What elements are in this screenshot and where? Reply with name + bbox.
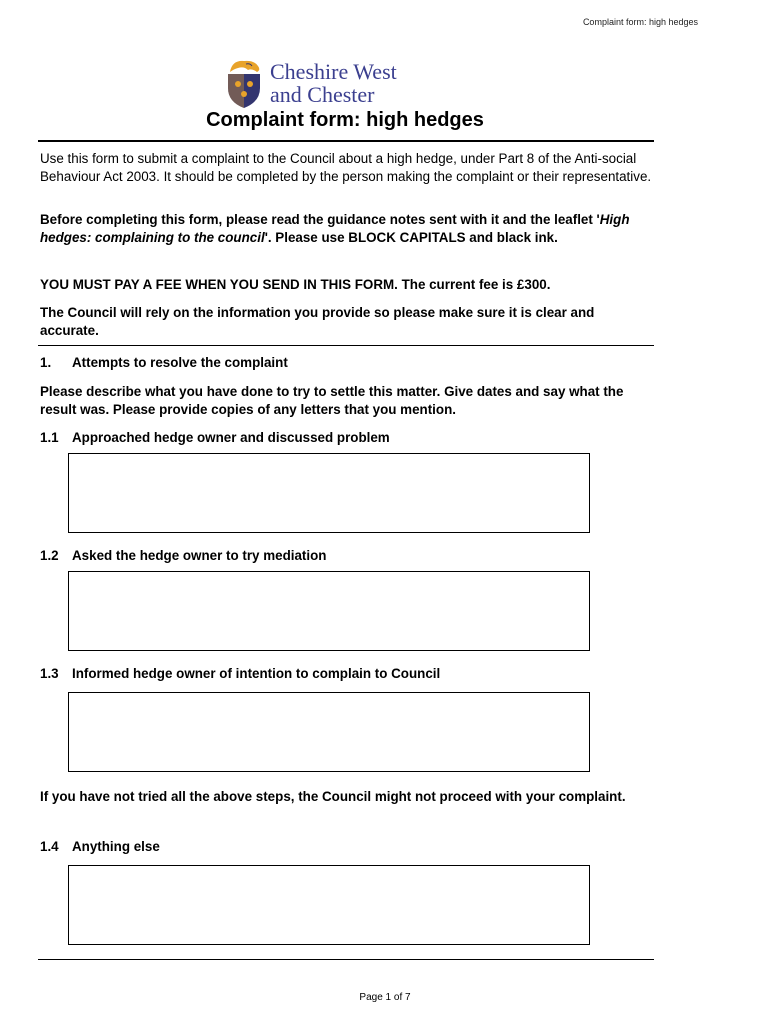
question-1-1-label: 1.1 Approached hedge owner and discussed problem [40,430,390,445]
title-divider [38,140,654,142]
council-crest-icon [224,58,264,110]
page-number: Page 1 of 7 [359,992,411,1003]
council-logo [224,58,434,110]
leaflet-title: High hedges: complaining to the council [40,212,630,245]
logo-line-2: and Chester [270,82,375,107]
intro-paragraph: Use this form to submit a complaint to the Council about a high hedge, under Part 8 of the Anti-social Behaviour Act 2003. It should be completed by the person making the complaint or their representative. [40,151,652,184]
question-1-2-label: 1.2 Asked the hedge owner to try mediation [40,548,327,563]
question-1-4-label: 1.4 Anything else [40,839,160,854]
guidance-paragraph [40,211,655,246]
answer-1-3-box[interactable] [68,692,590,772]
answer-1-4-box[interactable] [68,865,590,945]
section-1-number: 1. [40,355,52,370]
running-header: Complaint form: high hedges [582,17,698,27]
section-1-title: Attempts to resolve the complaint [72,355,288,370]
section-1-instructions: Please describe what you have done to try to settle this matter. Give dates and say what the result was. Please provide copies of any letters that you mention. [40,384,624,417]
answer-1-2-box[interactable] [68,571,590,651]
steps-warning: If you have not tried all the above steps, the Council might not proceed with your complaint. [40,789,626,804]
answer-1-1-box[interactable] [68,453,590,533]
accuracy-notice: The Council will rely on the information you provide so please make sure it is clear and accurate. [40,305,595,338]
logo-line-1: Cheshire West [270,59,397,84]
question-1-3-label: 1.3 Informed hedge owner of intention to complain to Council [40,666,441,681]
guidance-text-start: Before completing this form, please read the guidance notes sent with it and the leaflet ' [40,212,600,227]
logo-wordmark [270,60,397,106]
fee-notice: YOU MUST PAY A FEE WHEN YOU SEND IN THIS FORM. The current fee is £300. [40,277,551,292]
section-1-heading [40,355,288,370]
section-divider [38,345,654,346]
footer-divider [38,959,654,960]
page-title: Complaint form: high hedges [206,109,484,131]
guidance-text-end: '. Please use BLOCK CAPITALS and black ink. [264,229,558,245]
